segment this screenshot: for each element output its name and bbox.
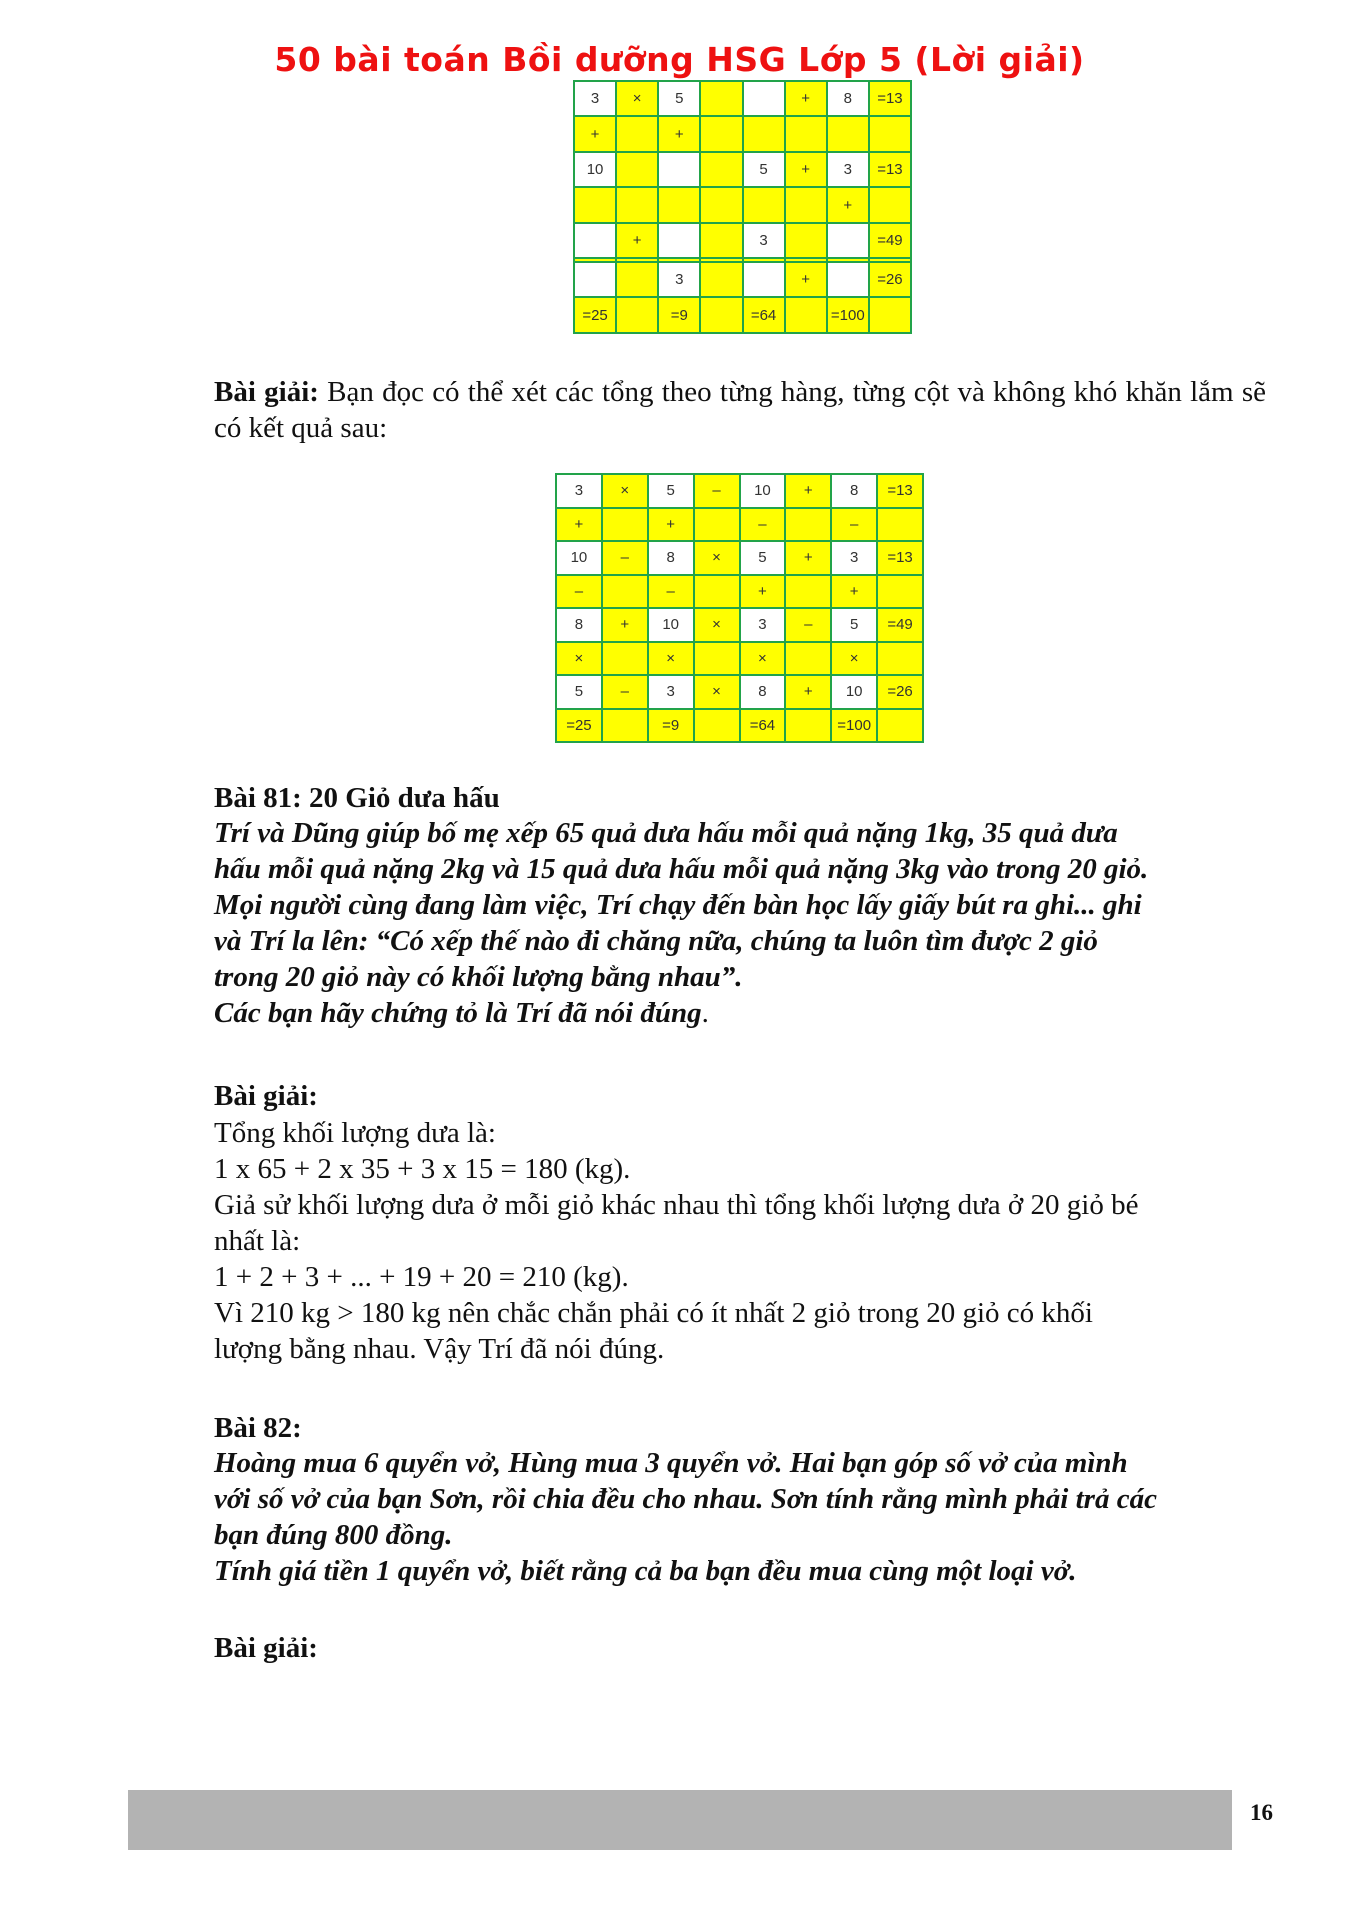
grid-cell: =64 [743,297,785,333]
grid-cell: 5 [740,541,786,575]
page-title: 50 bài toán Bồi dưỡng HSG Lớp 5 (Lời giải) [274,40,1085,79]
grid-cell: × [694,675,740,709]
grid-cell: + [785,81,827,116]
bai82-problem [214,1445,1266,1589]
solution-intro-label: Bài giải: [214,376,319,408]
grid-row [574,152,911,187]
grid-cell: 8 [831,474,877,508]
grid-cell: + [574,116,616,151]
grid-cell: × [556,642,602,676]
bai81-solution-line: nhất là: [214,1225,301,1257]
grid-cell [877,709,923,743]
grid-cell: – [648,575,694,609]
bai81-solution [214,1115,1266,1367]
grid-cell: – [556,575,602,609]
grid-cell: =49 [877,608,923,642]
grid-cell [574,187,616,222]
grid-cell [785,709,831,743]
grid-cell [700,187,742,222]
grid-row [556,608,923,642]
grid-cell [700,223,742,258]
grid-row [556,575,923,609]
bai82-problem-line: với số vở của bạn Sơn, rồi chia đều cho nhau. Sơn tính rằng mình phải trả các [214,1483,1157,1515]
grid-cell [574,223,616,258]
grid-cell [743,187,785,222]
bai81-problem-line: hấu mỗi quả nặng 2kg và 15 quả dưa hấu mỗi quả nặng 3kg vào trong 20 giỏ. [214,853,1149,885]
grid-cell [694,508,740,542]
grid-cell: 5 [648,474,694,508]
bai81-solution-line: Giả sử khối lượng dưa ở mỗi giỏ khác nhau thì tổng khối lượng dưa ở 20 giỏ bé [214,1189,1139,1221]
grid-cell [616,187,658,222]
bai81-solution-line: lượng bằng nhau. Vậy Trí đã nói đúng. [214,1333,665,1365]
grid-cell: =13 [877,541,923,575]
grid-row [556,508,923,542]
grid-cell: 5 [556,675,602,709]
grid-cell [743,81,785,116]
grid-cell: × [602,474,648,508]
grid-cell [616,152,658,187]
grid-cell [616,262,658,297]
grid-row [574,187,911,222]
grid-cell [658,223,700,258]
grid-row [556,642,923,676]
grid-cell: =26 [869,262,911,297]
grid-cell: 3 [831,541,877,575]
grid-cell [785,223,827,258]
grid-cell: + [785,152,827,187]
puzzle-grid-blank [573,80,912,334]
grid-cell [616,297,658,333]
grid-cell: + [648,508,694,542]
grid-cell: 10 [648,608,694,642]
grid-cell: – [831,508,877,542]
bai81-solution-line: Vì 210 kg > 180 kg nên chắc chắn phải có ít nhất 2 giỏ trong 20 giỏ có khối [214,1297,1093,1329]
grid-cell: × [831,642,877,676]
grid-cell: =100 [831,709,877,743]
grid-cell: 8 [740,675,786,709]
grid-cell: + [556,508,602,542]
grid-cell: + [831,575,877,609]
bai81-problem [214,815,1266,1031]
grid-cell: =25 [574,297,616,333]
bai82-heading: Bài 82: [214,1412,302,1444]
grid-cell: – [785,608,831,642]
bai82-problem-line: Hoàng mua 6 quyển vở, Hùng mua 3 quyển vở. Hai bạn góp số vở của mình [214,1447,1128,1479]
grid-row [574,223,911,258]
grid-cell [574,262,616,297]
grid-cell: 5 [658,81,700,116]
grid-cell [827,116,869,151]
grid-cell: – [740,508,786,542]
grid-cell [602,642,648,676]
grid-cell: =9 [658,297,700,333]
grid-cell [602,575,648,609]
grid-cell [869,297,911,333]
bai81-heading: Bài 81: 20 Giỏ dưa hấu [214,782,500,814]
grid-cell [700,262,742,297]
grid-cell [877,508,923,542]
grid-cell: + [785,541,831,575]
grid-cell: 8 [556,608,602,642]
grid-row [574,297,911,333]
grid-row [556,675,923,709]
grid-cell: 10 [740,474,786,508]
bai81-question-period: . [701,997,709,1029]
grid-row [556,709,923,743]
grid-cell [785,187,827,222]
grid-cell [700,116,742,151]
grid-cell: 3 [827,152,869,187]
grid-cell [785,575,831,609]
grid-cell: – [694,474,740,508]
bai81-solution-label: Bài giải: [214,1080,318,1112]
grid-cell: 3 [556,474,602,508]
grid-cell [785,642,831,676]
grid-cell: – [602,541,648,575]
grid-cell [743,262,785,297]
grid-cell: =100 [827,297,869,333]
grid-cell [877,575,923,609]
grid-cell [743,116,785,151]
grid-cell: =9 [648,709,694,743]
grid-cell [827,223,869,258]
bai81-problem-line: và Trí la lên: “Có xếp thế nào đi chăng nữa, chúng ta luôn tìm được 2 giỏ [214,925,1098,957]
grid-row [556,474,923,508]
grid-cell [700,81,742,116]
grid-cell: 3 [743,223,785,258]
grid-cell [616,116,658,151]
grid-cell: =13 [877,474,923,508]
grid-cell [785,297,827,333]
bai82-problem-line: bạn đúng 800 đồng. [214,1519,453,1551]
grid-cell: =13 [869,152,911,187]
page-number: 16 [1250,1800,1273,1825]
grid-cell: 10 [831,675,877,709]
grid-cell: 3 [658,262,700,297]
grid-cell: =25 [556,709,602,743]
bai81-problem-line: Trí và Dũng giúp bố mẹ xếp 65 quả dưa hấu mỗi quả nặng 1kg, 35 quả dưa [214,817,1118,849]
grid-cell: =64 [740,709,786,743]
bai81-solution-line: Tổng khối lượng dưa là: [214,1117,496,1149]
grid-cell: 8 [648,541,694,575]
bai81-question [214,995,1266,1031]
grid-cell: × [694,608,740,642]
grid-cell: 10 [574,152,616,187]
bai82-problem-line: Tính giá tiền 1 quyển vở, biết rằng cả ba bạn đều mua cùng một loại vở. [214,1555,1077,1587]
grid-cell: 5 [831,608,877,642]
grid-cell [877,642,923,676]
grid-cell: 8 [827,81,869,116]
footer-bar [128,1790,1232,1850]
grid-cell: 10 [556,541,602,575]
grid-cell: =26 [877,675,923,709]
grid-row [574,81,911,116]
grid-cell [869,187,911,222]
grid-cell: + [740,575,786,609]
grid-cell: =49 [869,223,911,258]
grid-cell: + [658,116,700,151]
grid-cell: + [602,608,648,642]
grid-cell: × [740,642,786,676]
puzzle-grid-solved [555,473,924,743]
grid-cell: × [616,81,658,116]
grid-cell: + [785,262,827,297]
grid-cell: 3 [574,81,616,116]
grid-cell: 5 [743,152,785,187]
grid-cell: × [694,541,740,575]
grid-cell: 3 [740,608,786,642]
bai81-problem-line: Mọi người cùng đang làm việc, Trí chạy đến bàn học lấy giấy bút ra ghi... ghi [214,889,1142,921]
grid-cell [785,116,827,151]
grid-cell [694,642,740,676]
grid-cell [694,575,740,609]
grid-cell: =13 [869,81,911,116]
bai81-solution-line: 1 x 65 + 2 x 35 + 3 x 15 = 180 (kg). [214,1153,631,1185]
grid-cell: + [785,474,831,508]
grid-row [556,541,923,575]
grid-cell [700,297,742,333]
grid-row [574,116,911,151]
grid-cell [602,709,648,743]
grid-cell [869,116,911,151]
bai82-solution-label: Bài giải: [214,1632,318,1664]
grid-cell [700,152,742,187]
solution-intro [214,374,1266,446]
grid-cell [602,508,648,542]
grid-cell: × [648,642,694,676]
grid-cell: – [602,675,648,709]
grid-cell [658,152,700,187]
bai81-solution-line: 1 + 2 + 3 + ... + 19 + 20 = 210 (kg). [214,1261,629,1293]
bai81-problem-line: trong 20 giỏ này có khối lượng bằng nhau”. [214,961,743,993]
grid-cell [785,508,831,542]
grid-cell: + [827,187,869,222]
solution-intro-text: Bạn đọc có thể xét các tổng theo từng hàng, từng cột và không khó khăn lắm sẽ có kết quả sau: [214,376,1266,444]
grid-cell [694,709,740,743]
grid-cell [827,262,869,297]
bai81-question-text: Các bạn hãy chứng tỏ là Trí đã nói đúng [214,997,702,1029]
grid-cell [658,187,700,222]
grid-cell: + [785,675,831,709]
grid-cell: + [616,223,658,258]
grid-cell: 3 [648,675,694,709]
grid-row [574,262,911,297]
